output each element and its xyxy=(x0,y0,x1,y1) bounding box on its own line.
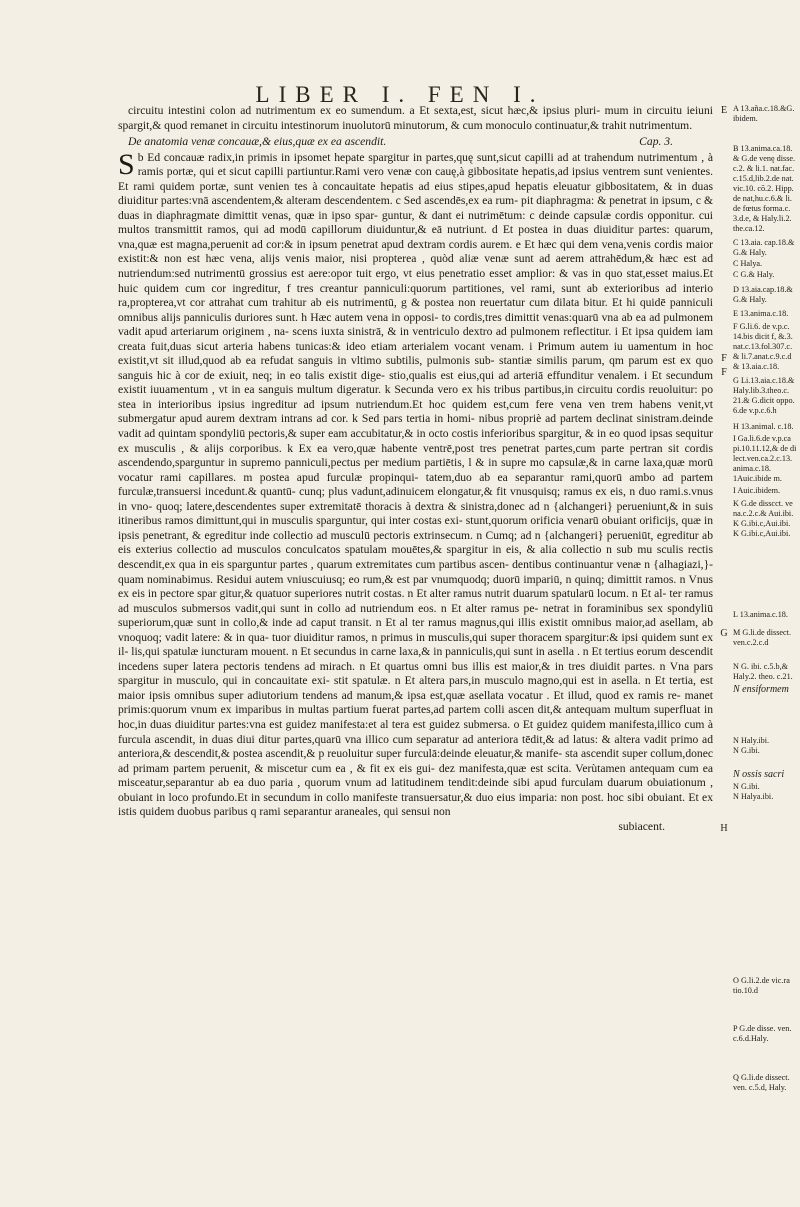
margin-letter: H xyxy=(720,823,728,834)
margin-note-line: I Auic.ibidem. xyxy=(733,486,781,495)
margin-note-line: G.& Haly. xyxy=(733,248,767,257)
margin-note-line: & li.7.anat.c.9.c.d xyxy=(733,352,792,361)
margin-note-line: I Ga.li.6.de v.p.ca xyxy=(733,434,791,443)
margin-note-line: C Halya. xyxy=(733,259,763,268)
margin-note-line: Haly.2. theo. c.21. xyxy=(733,672,793,681)
chapter-body-text: b Ed concauæ radix,in primis in ipsomet hepate spargitur in partes,quę sunt,sicut capilli ad at trahendum nutrimentum , à ramis portæ, qui et sicut capilli partiuntur.Rami vero venæ con cauę,à gibbositate hepatis,ad ipsius ventrem sunt venientes. Et rami quidem portæ, sunt venien tes à concauitate hepatis ad eius stipes,apud hepatis eleuatur gibbositatem, & in duas diuiditur partes:vnā ascendentem,& alteram descendentem. c Sed ascendēs,ex ea rum- pit diaphragma: & penetrat in ipsum, c & duas in diaphragmate dimittit venas, quæ in ipso spar- guntur, & dant ei nutrimētum: c deinde capsulæ cordis opponitur. cui multos transmittit ramos, qui ad modū capillorum diuiduntur,& eā nutriunt. d Et postea in duas diuiditur partes: quarum, vna,quæ est magna,peruenit ad cor:& in ipsum penetrat apud dextram cordis aurem. e Et hæc qui dem vena,venis cordis maior existit:& non est hæc vena, alijs venis maior, nisi propterea , quòd aliæ venæ sunt ad aerem attrahēdum,& hæc est ad nutriendum:sed nutrimentū grossius est aere:opor tuit ergo, vt eius penetratio esset amplior: & vas in quo stat,esset maius.Et huic quidem cum cor ingreditur, f tres creantur panniculi:quorum partitiones, vel rami, sunt ab exterioribus ad interio ra,propterea,vt cor attrahat cum trahitur ab eis nutrimentū, g & postea non reuertatur cum dilata bitur. Et hi quidē panniculi omnibus alijs panniculis duriores sunt. h Hæc autem vena in opposi- to cordis,tres dimittit venas:quarū vna ab ea ad pulmonem vadit apud arteriarum originem , na- scens iuxta sinistrā, & in ventriculo dextro ad pulmonem reflectitur. i Et ipsa quidem iam creata fuit,duas sicut arteria habens tunicas:& ideo etiam arterialem vocant venam. i Primum autem iu uamentum in hoc existit,vt sit illud,quod ab ea refudat sanguis in vltimo subtilis, pulmonis sub- stantiæ similis parum, qm parum est ex quo sanguis hic à cor de exiuit, neq; in eo talis existit dige- stio,qualis est eius,qui ad arteriā effunditur venalem. i Et secundum existit iuuamentum , vt in ea sanguis multum digeratur. k Secunda vero ex his tribus partibus,in circuitu cordis reuoluitur: po stea in interioribus ipsius ingreditur ad ipsum nutriendum.Et hoc quidem est,cum fere vena ven trem habens venit,vt submergatur apud aurem dextram intrans ad cor. k Sed pars tertia in homi- nibus propriè ad partem declinat sinistram.deinde vadit ad quintam spondyliū pectoris,& super eam accubitatur,& in octo costis inferioribus spargitur, & in eo quod ipsas sequitur ex musculis , & alijs corporibus. k Ex ea vero,quæ habente ventrē,post tres penetrat partes,cum parte pertran sit cordis ascendendo,sparguntur in supremo panniculi,pectus per medium partiētis, l & in supre mo capsulæ,& in carne laxa,quæ morū vocatur rami capillares. m postea apud furculæ propinqui- tatem,duo ab ea separantur rami,quorū ambo ad partem furculæ,transuersi incedunt.& quantū- cunq; plus vadunt,adinuicem elongatur,& fit vnusquisq; ramus ex eis, n duo rami.s.vnus in vno- quoq; latere,descendentes super extremitatē thoracis à dextra & sinistra,donec ad n {alchangeri} perueniunt,& in suis itineribus ramos dimittunt,qui in musculis sparguntur, qui inter costas exi- stunt,quorum orificia venarū obuiant orificijs, quæ in ipsis penetrant, & egreditur inde collectio ad musculū pectoris extrinsecum. n Cumq; ad n {alchangeri} perueniūt, egreditur ab eis exterius collectio ad musculos conculcatos spatulam mouētes,& spargitur in eis, & alia collectio n sub mu sculis rectis descendit,ex qua in eis sparguntur partes , quarum extremitates cum partibus ascen- dentibus continuantur venæ n {alhagiazi,}-quam nominabimus. Residui autem vniuscuiusq; eo rum,& est par vnumquodq; duorū impariū, n quinq; dimittit ramos. n Vnus ex eis in pectore spar gitur,& quatuor superiores nutrit costas. n Et alter ramus nutrit duarum spatularū locum. n Et al- ter ramus ad musculos submersos vadit,qui sunt in collo ad nutriendum eos. n Et alter ramus pe- netrat in foraminibus sex spondyliū superiorum,quæ sunt in collo,& inde ad caput transit. n Et al ter ramus magnus,qui illis existit omnibus maior,ad asellam, ab vnoquoq; vadit latere: & in qua- tuor diuiditur ramos, n primus in musculis,qui super thoracem spargitur:& ipsi quidem sunt ex il- lis,qui spatulæ iuncturam mouent. n Et secundus in carne laxa,& in panniculis,qui sunt in asella . n Et tertius eorum descendit incedens super latera pectoris tendens ad mirach. n Et quartus omni bus illis est maior,& in tres diuidit partes. n Vna pars spargitur in musculo, qui in concauitate exi- stit spatulæ. n Et altera pars,in musculo magno,qui est in asella. n Et tertia, est maior ipsis omnibus super adiutorium tendens ad manum,& ipsa est,quæ asellata vocatur . Et illud, quod ex ramis re- manet primis:quorum vnum ex imparibus in multas partium fuerat partes,ad partem colli ascen dit,& antequam multum superfluat in hoc,in duas diuiditur partes:vna est guidez manifesta:et al tera est guidez submersa. o Et guidez quidem manifesta,illico cum à furcula ascendit, in duas diui ditur partes,quarū vna illico cum separatur ad anteriora tēdit,& ad latus: & altera vadit primo ad anteriora,& descendit,& postea ascendit,& p reuoluitur super furculā:deinde eleuatur,& manife- sta ascendit super collum,donec ad primam partem peruenit, & miscetur cum ea , & fit ex eis gui- dez manifesta,quæ est scita. Verùtamen antequam cum ea misceatur,separantur ab ea duo paria , quorum vnum ad latitudinem tendit:deinde sibi apud furculam duarum obuiationum , obuiant in loco profundo.Et in secundum in collo manifeste transuersatur,& duo eius imparia: non post. hoc sibi obuiant. Et ex istis quidem duobus paribus q rami separantur araneales, qui sensui non xyxy=(118,150,713,819)
margin-note xyxy=(733,736,799,756)
margin-note xyxy=(733,144,799,234)
margin-letter: E xyxy=(720,105,728,116)
chapter-heading xyxy=(118,135,713,150)
margin-letter: G xyxy=(720,628,728,639)
margin-note-line: K G.ibi.c,Aui.ibi. xyxy=(733,519,791,528)
margin-note-line: E 13.anima.c.18. xyxy=(733,309,789,318)
margin-note-line: c.6.d.Haly. xyxy=(733,1034,769,1043)
margin-note-line: K G.ibi.c,Aui.ibi. xyxy=(733,529,791,538)
margin-note-line: na.c.2.c.& Aui.ibi. xyxy=(733,509,794,518)
margin-note-line: G Li.13.aia.c.18.& xyxy=(733,376,795,385)
margin-note xyxy=(733,499,799,539)
margin-note-line: ibidem. xyxy=(733,114,758,123)
margin-note xyxy=(733,976,799,996)
paragraph-continued: circuitu intestini colon ad nutrimentum ex eo sumendum. a Et sexta,est, sicut hæc,& ipsius pluri- mum in circuitu ieiuni spargit,& quod remanet in circuitu intestinorum inuolutorū minutorum, & cum monoculo continuatur,& trahit nutrimentum. xyxy=(118,104,713,132)
margin-note-line: N G.ibi. xyxy=(733,782,760,791)
margin-note-line: vic.10. cō.2. Hipp. xyxy=(733,184,794,193)
margin-note xyxy=(733,486,799,496)
margin-note-line: 1Auic.ibide m. xyxy=(733,474,782,483)
margin-note xyxy=(733,422,799,432)
margin-note xyxy=(733,628,799,648)
margin-note-line: lect.ven.ca.2.c.13. xyxy=(733,454,793,463)
margin-note-line: B 13.anima.ca.18. xyxy=(733,144,793,153)
margin-note-line: Haly.lib.3.theo.c. xyxy=(733,386,790,395)
margin-note xyxy=(733,610,799,620)
margin-note-line: anima.c.18. xyxy=(733,464,771,473)
margin-note-line: Q G.li.de dissect. xyxy=(733,1073,790,1082)
margin-note xyxy=(733,259,799,269)
margin-letter: F xyxy=(721,353,727,364)
margin-note-line: N Haly.ibi. xyxy=(733,736,770,745)
margin-note-line: D 13.aia.cap.18.& xyxy=(733,285,793,294)
margin-note-line: 21.& G.dicit oppo. xyxy=(733,396,795,405)
margin-note xyxy=(733,1024,799,1044)
drop-cap: S xyxy=(118,147,135,181)
margin-note-line: K G.de disscct. ve xyxy=(733,499,793,508)
margin-note-line: c.2. & li.1. nat.fac. xyxy=(733,164,795,173)
margin-note-line: & G.de venę disse. xyxy=(733,154,796,163)
margin-note-line: F G.li.6. de v.p.c. xyxy=(733,322,790,331)
margin-note xyxy=(733,322,799,372)
margin-note-line: N G.ibi. xyxy=(733,746,760,755)
closing-word: subiacent. xyxy=(618,819,665,833)
margin-note-line: ven.c.2.c.d xyxy=(733,638,769,647)
margin-note-line: A 13.aña.c.18.&G. xyxy=(733,104,795,113)
margin-note-line: N G. ibi. c.5.b,& xyxy=(733,662,789,671)
margin-note xyxy=(733,376,799,416)
margin-note-line: nat.c.13.fol.307.c. xyxy=(733,342,793,351)
margin-note-line: 6.de v.p.c.6.h xyxy=(733,406,777,415)
running-header: LIBER I. FEN I. xyxy=(255,82,545,107)
chapter-number: Cap. 3. xyxy=(639,135,673,149)
margin-note xyxy=(733,685,799,695)
margin-note xyxy=(733,662,799,682)
margin-note-line: ven. c.5.d, Haly. xyxy=(733,1083,787,1092)
margin-note xyxy=(733,1073,799,1093)
margin-note-line: M G.li.de dissect. xyxy=(733,628,791,637)
margin-note-line: O G.li.2.de vic.ra xyxy=(733,976,790,985)
margin-note-line: H 13.animal. c.18. xyxy=(733,422,794,431)
margin-note-line: N ensiformem xyxy=(733,684,789,695)
margin-note-line: de nat,hu.c.6.& li. xyxy=(733,194,792,203)
margin-note xyxy=(733,309,799,319)
margin-note-line: 14.bis dicit f, &.3. xyxy=(733,332,793,341)
margin-note xyxy=(733,782,799,802)
margin-note-line: pi.10.11.12,& de di xyxy=(733,444,797,453)
margin-note xyxy=(733,285,799,305)
margin-note-line: N Halya.ibi. xyxy=(733,792,774,801)
margin-note-line: de fœtus forma.c. xyxy=(733,204,791,213)
margin-note-line: G.& Haly. xyxy=(733,295,767,304)
margin-note-line: L 13.anima.c.18. xyxy=(733,610,788,619)
margin-note-line: the.ca.12. xyxy=(733,224,765,233)
margin-note-line: 3.d.e, & Haly.li.2. xyxy=(733,214,792,223)
main-text-column xyxy=(118,104,713,834)
chapter-title: De anatomia venæ concauæ,& eius,quæ ex ea ascendit. xyxy=(128,135,387,149)
margin-note xyxy=(733,270,799,280)
margin-note-line: C 13.aia. cap.18.& xyxy=(733,238,795,247)
chapter-body xyxy=(118,147,713,820)
margin-note xyxy=(733,238,799,258)
margin-note xyxy=(733,434,799,484)
margin-note-line: tio.10.d xyxy=(733,986,759,995)
margin-note-line: N ossis sacri xyxy=(733,769,785,780)
margin-note-line: P G.de disse. ven. xyxy=(733,1024,792,1033)
margin-note xyxy=(733,770,799,780)
margin-note-line: C G.& Haly. xyxy=(733,270,775,279)
margin-letter: F xyxy=(721,367,727,378)
margin-note-line: & 13.aia.c.18. xyxy=(733,362,780,371)
margin-note-line: c.15.d,lib.2.de nat. xyxy=(733,174,794,183)
margin-note xyxy=(733,104,799,124)
